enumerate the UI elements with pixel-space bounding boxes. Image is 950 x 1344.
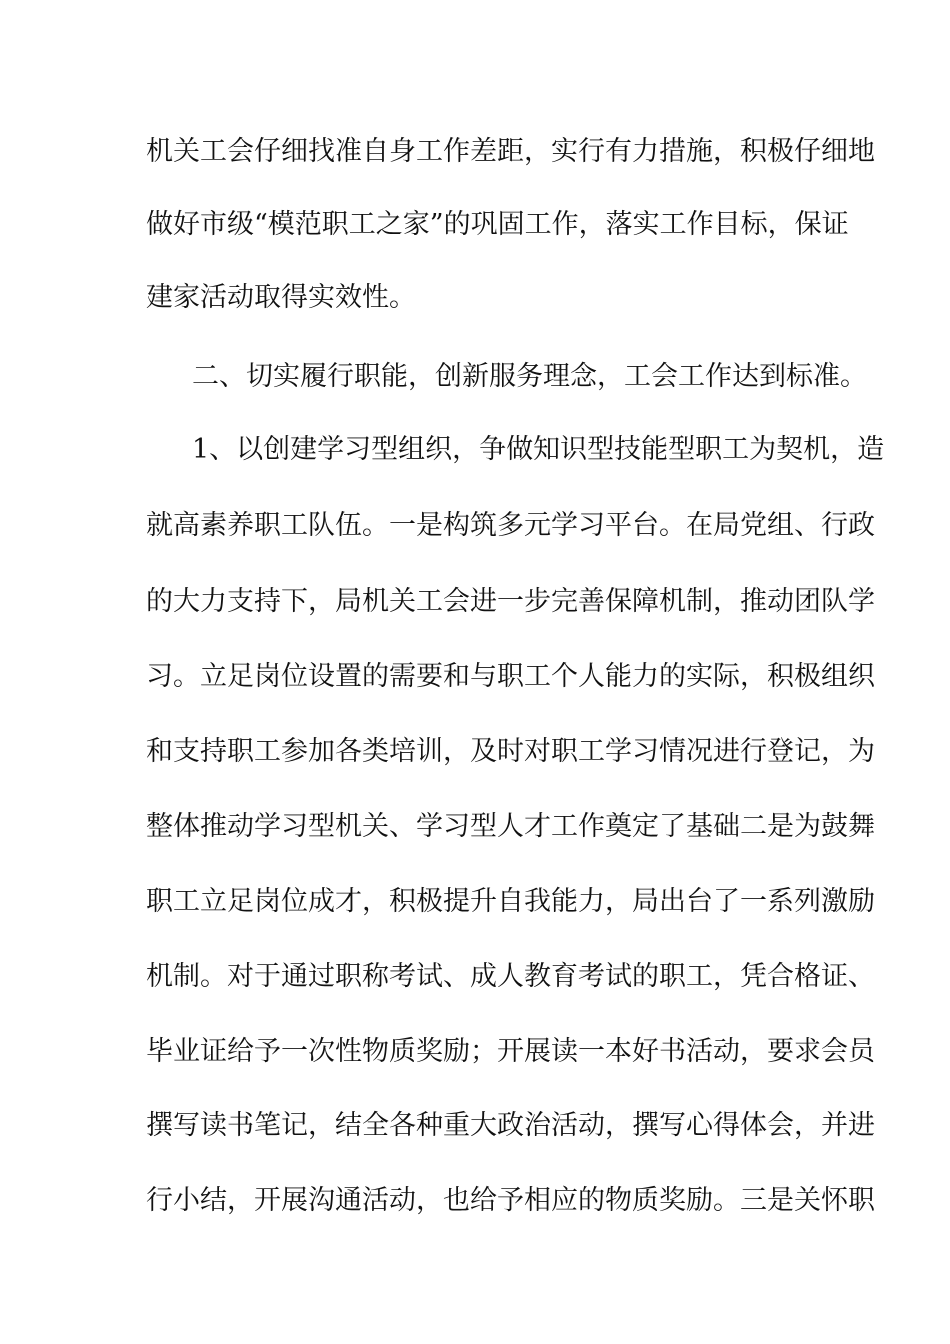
text-line-14: 撰写读书笔记，结全各种重大政治活动，撰写心得体会，并进	[146, 1110, 875, 1141]
text-line-6: 就高素养职工队伍。一是构筑多元学习平台。在局党组、行政	[146, 510, 875, 541]
text-line-7: 的大力支持下，局机关工会进一步完善保障机制，推动团队学	[146, 586, 875, 617]
text-line-11: 职工立足岗位成才，积极提升自我能力，局出台了一系列激励	[146, 886, 875, 917]
text-line-5: 1、以创建学习型组织，争做知识型技能型职工为契机，造	[192, 434, 885, 465]
text-line-12: 机制。对于通过职称考试、成人教育考试的职工，凭合格证、	[146, 961, 875, 992]
text-line-9: 和支持职工参加各类培训，及时对职工学习情况进行登记，为	[146, 736, 875, 767]
text-line-2: 做好市级“模范职工之家”的巩固工作，落实工作目标，保证	[146, 209, 849, 240]
text-line-1: 机关工会仔细找准自身工作差距，实行有力措施，积极仔细地	[146, 136, 875, 167]
text-line-8: 习。立足岗位设置的需要和与职工个人能力的实际，积极组织	[146, 661, 875, 692]
text-line-3: 建家活动取得实效性。	[146, 282, 416, 313]
text-line-13: 毕业证给予一次性物质奖励；开展读一本好书活动，要求会员	[146, 1036, 875, 1067]
text-line-10: 整体推动学习型机关、学习型人才工作奠定了基础二是为鼓舞	[146, 811, 875, 842]
text-line-15: 行小结，开展沟通活动，也给予相应的物质奖励。三是关怀职	[146, 1185, 875, 1216]
section-heading: 二、切实履行职能，创新服务理念，工会工作达到标准。	[192, 361, 867, 392]
